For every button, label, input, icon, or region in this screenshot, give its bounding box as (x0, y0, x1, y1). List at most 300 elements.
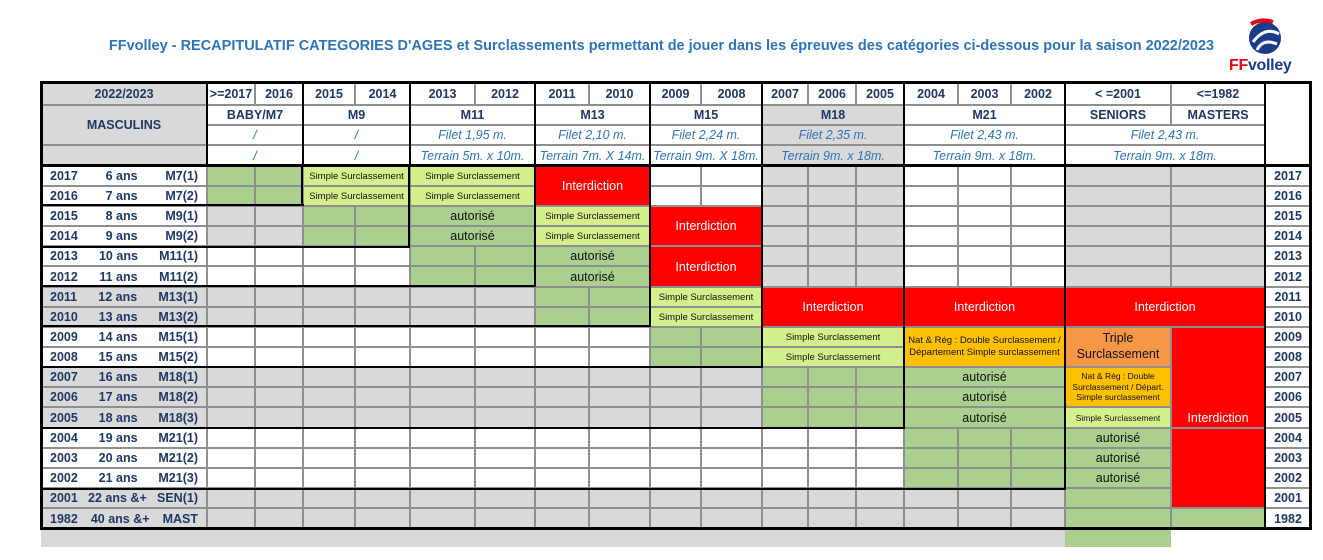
empty-cell (1011, 226, 1065, 246)
row-year: 2003 (50, 451, 78, 465)
empty-cell (303, 226, 355, 246)
empty-cell (856, 226, 904, 246)
year-header: 2012 (475, 82, 535, 105)
empty-cell (589, 488, 650, 508)
empty-cell (904, 428, 958, 448)
empty-cell (207, 407, 255, 428)
logo-volley: volley (1247, 57, 1292, 74)
row-year: 2006 (50, 390, 78, 404)
empty-cell (762, 488, 808, 508)
empty-cell (303, 407, 355, 428)
category-header: M11 (410, 105, 535, 125)
simple-surclassement-cell: Simple Surclassement (535, 206, 650, 226)
row-label (41, 488, 207, 508)
empty-cell (701, 468, 762, 488)
net-height: Filet 2,35 m. (762, 125, 904, 145)
empty-cell (255, 407, 303, 428)
row-cat: M13(2) (158, 310, 198, 324)
table-border (206, 81, 208, 167)
net-height: Filet 2,43 m. (1065, 125, 1265, 145)
empty-cell (410, 367, 475, 387)
empty-cell (1011, 266, 1065, 287)
empty-cell (701, 347, 762, 367)
empty-cell (1011, 186, 1065, 206)
row-year: 2001 (50, 491, 78, 505)
empty-cell (535, 287, 589, 307)
year-header: 2005 (856, 82, 904, 105)
empty-cell (1065, 206, 1171, 226)
page-title: FFvolley - RECAPITULATIF CATEGORIES D'AGES et Surclassements permettant de jouer dans les épreuves des catégories ci-dessous pour la saison 2022/2023 (108, 38, 1215, 54)
category-header: M13 (535, 105, 650, 125)
empty-cell (958, 226, 1011, 246)
row-label (41, 407, 207, 428)
empty-cell (856, 428, 904, 448)
empty-cell (475, 387, 535, 407)
simple-surclassement-cell: Simple Surclassement (650, 307, 762, 327)
empty-cell (701, 448, 762, 468)
empty-cell (762, 246, 808, 266)
row-year: 2015 (50, 209, 78, 223)
empty-cell (762, 226, 808, 246)
empty-cell (207, 387, 255, 407)
empty-cell (475, 347, 535, 367)
court-size: Terrain 9m. x 18m. (762, 145, 904, 166)
year-header: 2007 (762, 82, 808, 105)
empty-cell (303, 468, 355, 488)
row-year-right: 2004 (1265, 428, 1311, 448)
empty-cell (303, 287, 355, 307)
autorise-cell: autorisé (904, 367, 1065, 387)
empty-cell (762, 508, 808, 529)
row-age: 7 ans (105, 189, 138, 203)
empty-cell (255, 266, 303, 287)
year-header: 2014 (355, 82, 410, 105)
empty-cell (1171, 508, 1265, 529)
empty-cell (958, 266, 1011, 287)
empty-cell (355, 468, 410, 488)
empty-cell (207, 367, 255, 387)
empty-cell (475, 287, 535, 307)
empty-cell (355, 226, 410, 246)
year-header: 2003 (958, 82, 1011, 105)
empty-cell (475, 428, 535, 448)
empty-cell (355, 347, 410, 367)
row-year-right: 2014 (1265, 226, 1311, 246)
empty-cell (808, 488, 856, 508)
row-label (41, 186, 207, 206)
empty-cell (535, 407, 589, 428)
season-header: 2022/2023 (41, 82, 207, 105)
bottom-strip (41, 529, 1065, 547)
empty-cell (904, 266, 958, 287)
empty-cell (856, 448, 904, 468)
autorise-cell: autorisé (1065, 448, 1171, 468)
year-header: < =2001 (1065, 82, 1171, 105)
table-border (40, 366, 763, 368)
year-header: 2008 (701, 82, 762, 105)
row-age: 11 ans (99, 269, 138, 284)
empty-cell (589, 407, 650, 428)
empty-cell (303, 387, 355, 407)
empty-cell (808, 186, 856, 206)
table-border (1064, 81, 1066, 167)
empty-cell (856, 246, 904, 266)
row-label (41, 428, 207, 448)
row-label (41, 166, 207, 186)
row-cat: M18(1) (158, 370, 198, 384)
empty-cell (410, 448, 475, 468)
empty-cell (475, 307, 535, 327)
empty-cell (904, 166, 958, 186)
empty-cell (808, 407, 856, 428)
empty-cell (255, 428, 303, 448)
empty-cell (1171, 186, 1265, 206)
empty-cell (808, 367, 856, 387)
empty-cell (856, 367, 904, 387)
row-year: 2012 (50, 269, 78, 284)
empty-cell (355, 246, 410, 266)
row-year: 2010 (50, 310, 78, 324)
row-age: 17 ans (98, 390, 138, 404)
row-label (41, 307, 207, 327)
empty-cell (207, 448, 255, 468)
row-cat: MAST (162, 511, 198, 526)
year-header: 2015 (303, 82, 355, 105)
empty-cell (808, 508, 856, 529)
row-year: 1982 (50, 511, 78, 526)
empty-cell (904, 206, 958, 226)
table-border (649, 166, 651, 327)
empty-cell (762, 266, 808, 287)
interdiction-cell: Interdiction (762, 287, 904, 327)
empty-cell (535, 367, 589, 387)
gender-header: MASCULINS (41, 105, 207, 145)
row-age: 21 ans (98, 471, 138, 485)
row-age: 6 ans (105, 169, 138, 183)
empty-cell (650, 327, 701, 347)
simple-surclassement-cell: Simple Surclassement (762, 327, 904, 347)
row-year-right: 2003 (1265, 448, 1311, 468)
table-border (40, 81, 43, 529)
row-label (41, 266, 207, 287)
empty-cell (355, 287, 410, 307)
empty-cell (410, 508, 475, 529)
empty-cell (958, 246, 1011, 266)
empty-cell (904, 186, 958, 206)
empty-cell (410, 488, 475, 508)
empty-cell (355, 488, 410, 508)
empty-cell (650, 488, 701, 508)
table-border (40, 427, 905, 429)
row-cat: M13(1) (158, 290, 198, 304)
empty-cell (701, 186, 762, 206)
row-label (41, 206, 207, 226)
empty-cell (1011, 246, 1065, 266)
year-header: <=1982 (1171, 82, 1265, 105)
empty-cell (1065, 226, 1171, 246)
empty-cell (410, 387, 475, 407)
empty-cell (1065, 186, 1171, 206)
row-cat: M11(2) (159, 269, 198, 284)
empty-cell (1011, 428, 1065, 448)
empty-cell (303, 347, 355, 367)
logo-ff: FF (1229, 57, 1248, 74)
empty-cell (904, 226, 958, 246)
empty-cell (808, 448, 856, 468)
row-year: 2014 (50, 229, 78, 243)
empty-cell (701, 488, 762, 508)
empty-cell (410, 468, 475, 488)
year-header: 2009 (650, 82, 701, 105)
row-cat: M21(1) (158, 431, 198, 445)
net-height: Filet 2,43 m. (904, 125, 1065, 145)
row-age: 19 ans (98, 431, 138, 445)
row-year-right: 2017 (1265, 166, 1311, 186)
empty-cell (589, 468, 650, 488)
row-year: 2008 (50, 350, 78, 364)
net-height: Filet 2,10 m. (535, 125, 650, 145)
row-label (41, 287, 207, 307)
row-age: 13 ans (98, 310, 138, 324)
row-cat: M18(2) (158, 390, 198, 404)
category-header: BABY/M7 (207, 105, 303, 125)
autorise-cell: autorisé (904, 407, 1065, 428)
table-border (903, 166, 905, 429)
empty-cell (535, 468, 589, 488)
row-label (41, 448, 207, 468)
gender-header-fill (41, 145, 207, 166)
empty-cell (589, 367, 650, 387)
row-year: 2009 (50, 330, 78, 344)
empty-cell (856, 468, 904, 488)
row-year-right: 2010 (1265, 307, 1311, 327)
court-size: / (303, 145, 410, 166)
row-year: 2004 (50, 431, 78, 445)
row-year: 2016 (50, 189, 78, 203)
empty-cell (475, 246, 535, 266)
empty-cell (207, 488, 255, 508)
table-border (761, 81, 763, 167)
empty-cell (808, 387, 856, 407)
empty-cell (255, 166, 303, 186)
court-size: / (207, 145, 303, 166)
empty-cell (904, 448, 958, 468)
category-header: M9 (303, 105, 410, 125)
empty-cell (904, 468, 958, 488)
empty-cell (535, 428, 589, 448)
empty-cell (904, 508, 958, 529)
category-header: M21 (904, 105, 1065, 125)
empty-cell (762, 367, 808, 387)
empty-cell (1011, 206, 1065, 226)
year-header: 2016 (255, 82, 303, 105)
row-cat: M21(3) (158, 471, 198, 485)
empty-cell (958, 468, 1011, 488)
empty-cell (303, 488, 355, 508)
row-cat: SEN(1) (157, 491, 198, 505)
year-header: 2011 (535, 82, 589, 105)
empty-cell (303, 266, 355, 287)
simple-surclassement-cell: Simple Surclassement (303, 166, 410, 186)
empty-cell (1171, 226, 1265, 246)
row-label (41, 468, 207, 488)
empty-cell (255, 488, 303, 508)
empty-cell (762, 387, 808, 407)
row-cat: M11(1) (159, 249, 198, 263)
row-label (41, 246, 207, 266)
empty-cell (475, 468, 535, 488)
interdiction-cell: Interdiction (650, 246, 762, 287)
empty-cell (589, 307, 650, 327)
row-label (41, 387, 207, 407)
autorise-cell: autorisé (535, 266, 650, 287)
empty-cell (475, 407, 535, 428)
empty-cell (303, 246, 355, 266)
empty-cell (1171, 246, 1265, 266)
empty-cell (355, 206, 410, 226)
empty-cell (856, 166, 904, 186)
row-age: 14 ans (98, 330, 138, 344)
empty-cell (410, 327, 475, 347)
empty-cell (303, 327, 355, 347)
net-height: / (207, 125, 303, 145)
empty-cell (207, 468, 255, 488)
triple-surclassement-cell: Triple Surclassement (1065, 327, 1171, 367)
table-border (408, 166, 410, 248)
empty-cell (475, 488, 535, 508)
empty-cell (589, 448, 650, 468)
table-border (649, 81, 651, 167)
simple-surclassement-cell: Simple Surclassement (410, 166, 535, 186)
empty-cell (255, 367, 303, 387)
empty-cell (410, 287, 475, 307)
empty-cell (255, 468, 303, 488)
autorise-cell: autorisé (535, 246, 650, 266)
empty-cell (535, 307, 589, 327)
empty-cell (1065, 246, 1171, 266)
row-cat: M9(1) (165, 209, 198, 223)
table-border (40, 164, 1312, 167)
autorise-cell: autorisé (410, 226, 535, 246)
empty-cell (207, 287, 255, 307)
year-header: 2004 (904, 82, 958, 105)
empty-cell (589, 327, 650, 347)
row-year: 2011 (50, 290, 78, 304)
empty-cell (1065, 508, 1171, 529)
empty-cell (1065, 266, 1171, 287)
empty-cell (355, 448, 410, 468)
table-border (1309, 81, 1312, 529)
table-border (40, 325, 651, 327)
empty-cell (255, 246, 303, 266)
row-year-right: 1982 (1265, 508, 1311, 529)
empty-cell (410, 428, 475, 448)
row-cat: M21(2) (158, 451, 198, 465)
empty-cell (410, 347, 475, 367)
empty-cell (355, 367, 410, 387)
table-border (301, 166, 303, 206)
table-border (40, 246, 410, 248)
empty-cell (255, 186, 303, 206)
row-year-right: 2008 (1265, 347, 1311, 367)
empty-cell (1011, 166, 1065, 186)
row-year: 2002 (50, 471, 78, 485)
category-header: SENIORS (1065, 105, 1171, 125)
double-surclassement-cell: Nat & Rég : Double Surclassement / Département Simple surclassement (904, 327, 1065, 367)
empty-cell (762, 206, 808, 226)
row-age: 18 ans (98, 410, 138, 425)
empty-cell (207, 226, 255, 246)
table-border (40, 285, 536, 287)
empty-cell (1171, 266, 1265, 287)
row-label (41, 508, 207, 529)
empty-cell (535, 327, 589, 347)
empty-cell (589, 428, 650, 448)
empty-cell (808, 428, 856, 448)
interdiction-cell (1171, 428, 1265, 508)
empty-cell (303, 448, 355, 468)
empty-cell (207, 327, 255, 347)
row-year-right: 2013 (1265, 246, 1311, 266)
empty-cell (650, 508, 701, 529)
empty-cell (207, 428, 255, 448)
empty-cell (650, 468, 701, 488)
empty-cell (303, 206, 355, 226)
row-year-right: 2006 (1265, 387, 1311, 407)
empty-cell (1011, 508, 1065, 529)
empty-cell (650, 448, 701, 468)
empty-cell (650, 347, 701, 367)
row-age: 20 ans (98, 451, 138, 465)
empty-cell (856, 488, 904, 508)
court-size: Terrain 5m. x 10m. (410, 145, 535, 166)
row-age: 12 ans (98, 290, 138, 304)
empty-cell (701, 166, 762, 186)
row-year: 2007 (50, 370, 78, 384)
empty-cell (808, 246, 856, 266)
empty-cell (255, 508, 303, 529)
row-age: 8 ans (105, 209, 138, 223)
empty-cell (762, 448, 808, 468)
empty-cell (355, 387, 410, 407)
row-label (41, 347, 207, 367)
empty-cell (475, 367, 535, 387)
empty-cell (355, 508, 410, 529)
row-cat: M15(2) (158, 350, 198, 364)
empty-cell (762, 166, 808, 186)
row-year-right: 2016 (1265, 186, 1311, 206)
empty-cell (856, 266, 904, 287)
empty-cell (207, 307, 255, 327)
category-header: M15 (650, 105, 762, 125)
empty-cell (856, 508, 904, 529)
empty-cell (701, 387, 762, 407)
table-border (534, 81, 536, 167)
table-border (534, 166, 536, 287)
empty-cell (589, 347, 650, 367)
year-header: 2002 (1011, 82, 1065, 105)
category-header: MASTERS (1171, 105, 1265, 125)
empty-cell (589, 508, 650, 529)
empty-cell (808, 206, 856, 226)
table-border (903, 81, 905, 167)
autorise-cell: autorisé (410, 206, 535, 226)
empty-cell (207, 347, 255, 367)
empty-cell (303, 307, 355, 327)
year-header: >=2017 (207, 82, 255, 105)
empty-cell (808, 166, 856, 186)
empty-cell (589, 387, 650, 407)
